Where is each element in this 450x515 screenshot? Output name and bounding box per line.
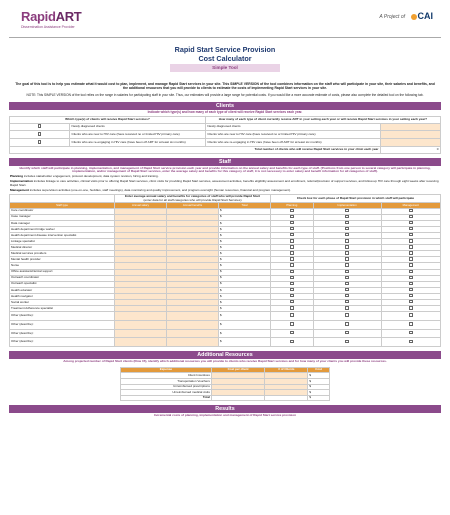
- staff-total-value: $: [219, 299, 271, 305]
- planning-checkbox[interactable]: [290, 233, 294, 237]
- annual-salary-input[interactable]: [115, 329, 167, 338]
- client-count-input[interactable]: [381, 139, 441, 147]
- additional-resources-instructions: Among projected number of Rapid Start clients (Row 15), identify which additional resources you will provide to clients who receive Rapid Start services and for how many of your clients you will provide these resources.: [63, 358, 387, 363]
- planning-definition: Planning includes stakeholder engagement, protocol development, data system revision, hiring and training.: [10, 174, 159, 179]
- management-checkbox[interactable]: [409, 233, 413, 237]
- planning-checkbox[interactable]: [290, 251, 294, 255]
- staff-row: Other (describe): $: [10, 329, 441, 338]
- management-checkbox[interactable]: [409, 276, 413, 280]
- annual-benefits-input[interactable]: [167, 320, 219, 329]
- implementation-checkbox[interactable]: [345, 313, 349, 317]
- planning-checkbox[interactable]: [290, 322, 294, 326]
- goal-text: The goal of this tool is to help you estimate what it would cost to plan, implement, and manage Rapid Start services in your site. This SIMPLE VERSION of the tool combines information on the staff who will participate in your site, their salaries and benefits, and the additional resources that you will provide to clients to estimate the costs of implementing Rapid Start services in your site.: [15, 81, 435, 90]
- staff-row: Other (describe): $: [10, 312, 441, 321]
- client-count-input[interactable]: [381, 123, 441, 131]
- staff-row: Treatment Adherence specialist $: [10, 306, 441, 312]
- implementation-checkbox[interactable]: [345, 263, 349, 267]
- planning-checkbox[interactable]: [290, 331, 294, 335]
- client-row: Newly diagnosed clients Newly diagnosed clients: [10, 123, 441, 131]
- planning-checkbox[interactable]: [290, 209, 294, 213]
- cost-per-client-input: [211, 395, 264, 401]
- management-checkbox[interactable]: [409, 257, 413, 261]
- cost-value: $: [308, 390, 330, 396]
- staff-row: Care coordinator $: [10, 208, 441, 214]
- additional-resource-row: Unreimbursed medical visits $: [121, 390, 330, 396]
- management-checkbox[interactable]: [409, 215, 413, 219]
- clients-band: Clients: [9, 102, 441, 110]
- implementation-checkbox[interactable]: [345, 270, 349, 274]
- additional-resources-table: Expense Cost per client # of Clients Cost Client Incentives $ Transportation Vouchers $ Unreimbursed prescriptions $ Unreimbursed medical visits $ Total $: [120, 367, 330, 402]
- implementation-checkbox[interactable]: [345, 276, 349, 280]
- clients-q1: Which type(s) of clients will receive Rapid Start services?: [10, 116, 206, 123]
- planning-checkbox[interactable]: [290, 306, 294, 310]
- management-checkbox[interactable]: [409, 251, 413, 255]
- management-checkbox[interactable]: [409, 282, 413, 286]
- top-bar: [9, 0, 441, 38]
- implementation-checkbox[interactable]: [345, 322, 349, 326]
- staff-row: Social worker $: [10, 299, 441, 305]
- implementation-checkbox[interactable]: [345, 257, 349, 261]
- cost-value: $: [308, 395, 330, 401]
- additional-resources-band: Additional Resources: [9, 351, 441, 359]
- results-band: Results: [9, 405, 441, 413]
- client-type-checkbox[interactable]: [38, 124, 42, 128]
- annual-salary-input[interactable]: [115, 312, 167, 321]
- planning-checkbox[interactable]: [290, 215, 294, 219]
- note-text: NOTE: This SIMPLE VERSION of the tool relies on the range in salaries for participating staff in your site. Thus, our estimates will provide a large range for potential costs. If you would like a more accurate estimate of costs, please also complete the detailed tool on the following tab.: [26, 92, 424, 97]
- staff-total-value: $: [219, 245, 271, 251]
- staff-band: Staff: [9, 158, 441, 166]
- staff-total-value: $: [219, 338, 271, 347]
- project-of-text: A Project of: [379, 14, 405, 20]
- management-checkbox[interactable]: [409, 300, 413, 304]
- planning-checkbox[interactable]: [290, 288, 294, 292]
- staff-total-value: $: [219, 287, 271, 293]
- staff-total-value: $: [219, 226, 271, 232]
- implementation-checkbox[interactable]: [345, 227, 349, 231]
- page-subtitle: Cost Calculator: [198, 53, 252, 63]
- staff-total-value: $: [219, 312, 271, 321]
- management-checkbox[interactable]: [409, 313, 413, 317]
- planning-checkbox[interactable]: [290, 313, 294, 317]
- management-checkbox[interactable]: [409, 306, 413, 310]
- cai-mark-icon: [411, 14, 417, 20]
- additional-total-row: Total $: [121, 395, 330, 401]
- rapidart-logo: RapidART: [21, 9, 82, 24]
- staff-row: Health educator $: [10, 287, 441, 293]
- annual-salary-input[interactable]: [115, 320, 167, 329]
- implementation-checkbox[interactable]: [345, 331, 349, 335]
- page-title: Rapid Start Service Provision: [174, 45, 276, 54]
- management-checkbox[interactable]: [409, 294, 413, 298]
- clients-total-value: 0: [381, 147, 441, 154]
- staff-row: Health department bridge worker $: [10, 226, 441, 232]
- staff-check-header: Check box for each phase of Rapid Start provision in which staff will participate: [271, 194, 441, 202]
- logo-subtitle: Dissemination Assistance Provider: [21, 25, 75, 29]
- implementation-checkbox[interactable]: [345, 294, 349, 298]
- implementation-definition: Implementation includes linkage to care activities, clinical visits prior to offering Rapid Start services, clinic visits for providing Rapid Start services, assessment activities, benefits eligibility assessment and enrollment, referral/provision of support services, and follow-up HIV care through eight weeks after receiving Rapid Start.: [10, 179, 439, 187]
- implementation-checkbox[interactable]: [345, 215, 349, 219]
- clients-instructions: Indicate which type(s) and how many of each type of client will receive Rapid Start services each year.: [147, 109, 303, 114]
- staff-total-value: $: [219, 263, 271, 269]
- staff-row: Medical director $: [10, 245, 441, 251]
- planning-checkbox[interactable]: [290, 257, 294, 261]
- management-definition: Management includes supervision activities (one-on-one, huddles, staff meetings), data monitoring and quality improvement, and program oversight (human resources, financial and program management).: [10, 187, 291, 192]
- management-checkbox[interactable]: [409, 245, 413, 249]
- management-checkbox[interactable]: [409, 263, 413, 267]
- planning-checkbox[interactable]: [290, 270, 294, 274]
- management-checkbox[interactable]: [409, 239, 413, 243]
- staff-row: Outreach coordinator $: [10, 275, 441, 281]
- staff-total-value: $: [219, 214, 271, 220]
- management-checkbox[interactable]: [409, 221, 413, 225]
- staff-row: Other (describe): $: [10, 320, 441, 329]
- implementation-checkbox[interactable]: [345, 233, 349, 237]
- staff-row: Case manager $: [10, 214, 441, 220]
- planning-checkbox[interactable]: [290, 340, 294, 344]
- clients-table: [9, 116, 441, 154]
- staff-row: Other (describe): $: [10, 338, 441, 347]
- client-row: Clients who are re-engaging in HIV care (have been off ART for at least six months) Clients who are re-engaging in HIV care (have been off ART for at least six months): [10, 139, 441, 147]
- staff-total-value: $: [219, 220, 271, 226]
- implementation-checkbox[interactable]: [345, 288, 349, 292]
- client-row: Clients who are new to HIV care (have received no or limited HIV primary care) Clients who are new to HIV care (have received no or limited HIV primary care): [10, 131, 441, 139]
- implementation-checkbox[interactable]: [345, 300, 349, 304]
- staff-total-value: $: [219, 257, 271, 263]
- staff-instructions: Identify which staff will participate in planning, implementation, and management of Rapid Start service provision each year and provide information on the annual salary and benefits for each type of staff. (Positions from one person to several category will participate in planning, implementation, and/or management of Rapid Start services, enter the average salary and benefits for this category of staff, it is not necessary to enter salary and benefit information for all categories of staff).: [19, 165, 431, 174]
- results-instructions: Incremental costs of planning, implementation and management of Rapid Start service provision: [153, 412, 297, 417]
- staff-total-value: $: [219, 208, 271, 214]
- additional-resource-row: Client Incentives $: [121, 373, 330, 379]
- cost-value: $: [308, 373, 330, 379]
- staff-enter-header: Enter average annual salary and benefits for categories of staff who will provide Rapid Start (enter data for all staff categories who will provide Rapid Start Services): [115, 194, 271, 202]
- implementation-checkbox[interactable]: [345, 306, 349, 310]
- staff-total-value: $: [219, 251, 271, 257]
- annual-salary-input[interactable]: [115, 338, 167, 347]
- implementation-checkbox[interactable]: [345, 221, 349, 225]
- staff-row: Mental health provider $: [10, 257, 441, 263]
- staff-total-value: $: [219, 281, 271, 287]
- management-checkbox[interactable]: [409, 331, 413, 335]
- implementation-checkbox[interactable]: [345, 340, 349, 344]
- annual-benefits-input[interactable]: [167, 338, 219, 347]
- staff-row: Health navigator $: [10, 293, 441, 299]
- planning-checkbox[interactable]: [290, 276, 294, 280]
- management-checkbox[interactable]: [409, 227, 413, 231]
- staff-total-value: $: [219, 306, 271, 312]
- management-checkbox[interactable]: [409, 270, 413, 274]
- staff-total-value: $: [219, 293, 271, 299]
- planning-checkbox[interactable]: [290, 239, 294, 243]
- staff-total-value: $: [219, 329, 271, 338]
- planning-checkbox[interactable]: [290, 227, 294, 231]
- staff-row: Medical services providers $: [10, 251, 441, 257]
- clients-total-label: Total number of clients who will receive Rapid Start services in your clinic each year: [10, 147, 381, 154]
- cai-logo: CAI: [411, 11, 434, 22]
- staff-row: Linkage specialist $: [10, 239, 441, 245]
- annual-benefits-input[interactable]: [167, 329, 219, 338]
- annual-benefits-input[interactable]: [167, 312, 219, 321]
- staff-row: Office assistant/clerical support $: [10, 269, 441, 275]
- staff-row: Health department disease intervention specialist $: [10, 232, 441, 238]
- planning-checkbox[interactable]: [290, 294, 294, 298]
- management-checkbox[interactable]: [409, 340, 413, 344]
- implementation-checkbox[interactable]: [345, 239, 349, 243]
- management-checkbox[interactable]: [409, 288, 413, 292]
- implementation-checkbox[interactable]: [345, 251, 349, 255]
- additional-resource-row: Transportation Vouchers $: [121, 379, 330, 385]
- planning-checkbox[interactable]: [290, 282, 294, 286]
- implementation-checkbox[interactable]: [345, 245, 349, 249]
- tool-type-badge: Simple Tool: [170, 64, 280, 72]
- cost-value: $: [308, 384, 330, 390]
- staff-total-value: $: [219, 275, 271, 281]
- number-of-clients-input: [265, 395, 308, 401]
- client-type-checkbox[interactable]: [38, 140, 42, 144]
- staff-table: Enter average annual salary and benefits for categories of staff who will provide Rapid Start (enter data for all staff categories who will provide Rapid Start Services) Check box for each phase of Rapid Start provision in which staff will participate Staff type Annual salary Annual benefits Total Planning Implementation Management Care coordinator $ Case manager $ Data manager $ Health department bridge worker $ Health department disease intervention specialist $ Linkage specialist $ Medical director $ Medical services providers $ Mental health provider $ Nurse $ Office assistant/clerical support $ Outreach coordinator $ Outreach specialist $ Health educator $ Health navigator $ Social worker $ Treatment Adherence specialist $ Other (describe): $ Other (describe): $ Other (describe): $ Other (describe): $: [9, 194, 441, 347]
- planning-checkbox[interactable]: [290, 245, 294, 249]
- management-checkbox[interactable]: [409, 209, 413, 213]
- staff-row: Outreach specialist $: [10, 281, 441, 287]
- management-checkbox[interactable]: [409, 322, 413, 326]
- additional-resource-row: Unreimbursed prescriptions $: [121, 384, 330, 390]
- implementation-checkbox[interactable]: [345, 282, 349, 286]
- staff-total-value: $: [219, 320, 271, 329]
- client-count-input[interactable]: [381, 131, 441, 139]
- implementation-checkbox[interactable]: [345, 209, 349, 213]
- staff-row: Data manager $: [10, 220, 441, 226]
- planning-checkbox[interactable]: [290, 300, 294, 304]
- staff-total-value: $: [219, 232, 271, 238]
- staff-total-value: $: [219, 239, 271, 245]
- clients-q2: How many of each type of client currently receive ART in your setting each year or will receive Rapid Start services in your setting each year?: [205, 116, 440, 123]
- cost-value: $: [308, 379, 330, 385]
- staff-total-value: $: [219, 269, 271, 275]
- client-type-checkbox[interactable]: [38, 132, 42, 136]
- staff-row: Nurse $: [10, 263, 441, 269]
- planning-checkbox[interactable]: [290, 263, 294, 267]
- planning-checkbox[interactable]: [290, 221, 294, 225]
